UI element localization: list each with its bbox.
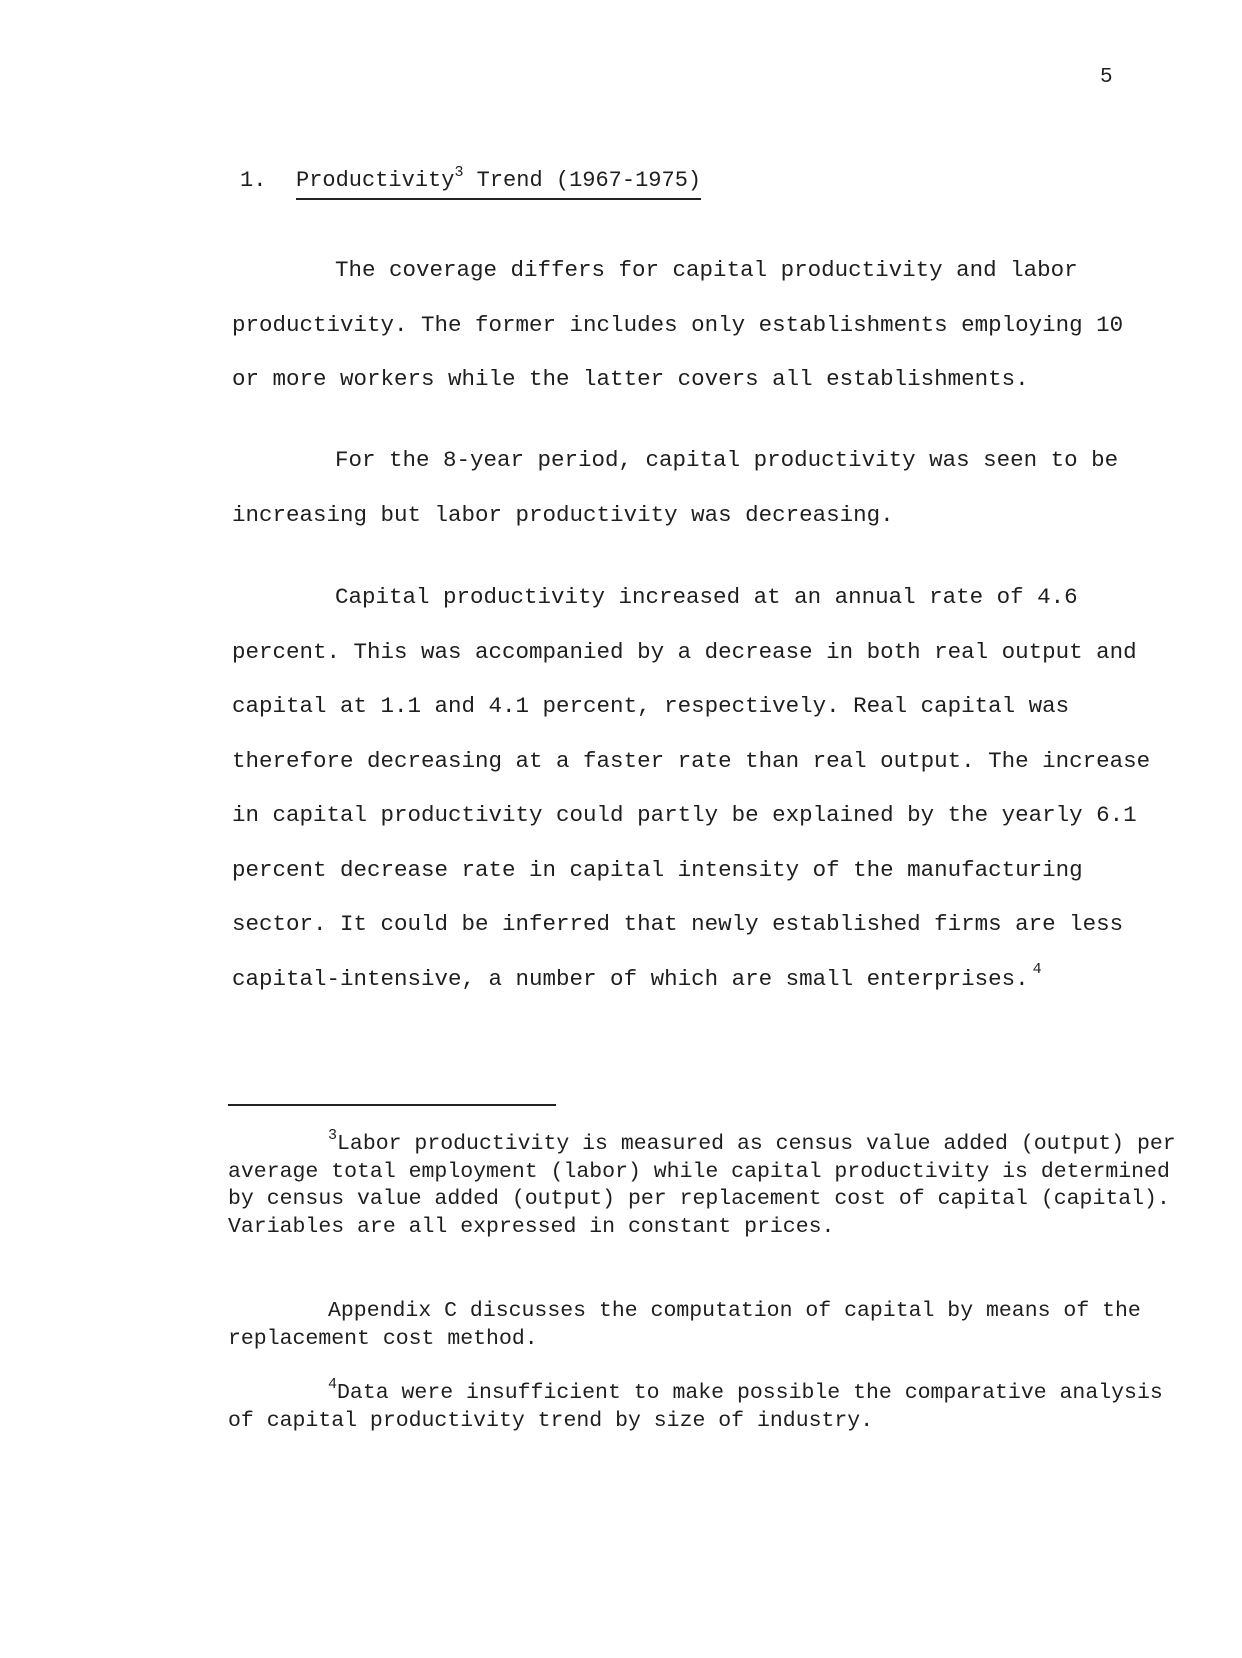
section-title-part1: Productivity [296,168,455,193]
footnote-divider [228,1104,556,1106]
footnote-3-marker: 3 [328,1127,338,1144]
footnote-3-appendix [228,1298,1188,1353]
paragraph-capital-productivity-text: Capital productivity increased at an annual rate of 4.6 percent. This was accompanied by a decrease in both real output and capital at 1.1 and 4.1 percent, respectively. Real capital was therefore decreasing at a faster rate than real output. The increase in capital productivity could partly be explained by the yearly 6.1 percent decrease rate in capital intensity of the manufacturing sector. It could be inferred that newly established firms are less capital-intensive, a number of which are small enterprises. [232,584,1151,992]
paragraph-period [232,433,1152,542]
footnote-4-text: Data were insufficient to make possible the comparative analysis of capital productivity trend by size of industry. [228,1381,1163,1433]
paragraph-capital-productivity [232,570,1152,1006]
footnote-ref-4: 4 [1032,960,1042,978]
paragraph-period-text: For the 8-year period, capital productivity was seen to be increasing but labor productivity was decreasing. [232,447,1119,528]
footnote-4 [228,1376,1188,1435]
section-title-part2: Trend (1967-1975) [476,168,702,193]
page-number: 5 [1100,66,1113,89]
section-heading [240,164,702,200]
footnote-3-appendix-text: Appendix C discusses the computation of capital by means of the replacement cost method. [228,1299,1141,1351]
section-number: 1. [240,168,267,193]
section-title [296,164,702,200]
paragraph-coverage-text: The coverage differs for capital productivity and labor productivity. The former includes only establishments employing 10 or more workers while the latter covers all establishments. [232,257,1124,392]
footnote-ref-3: 3 [454,164,464,181]
footnote-4-marker: 4 [328,1376,338,1393]
paragraph-coverage [232,243,1152,407]
footnote-3-text: Labor productivity is measured as census value added (output) per average total employment (labor) while capital productivity is determined by census value added (output) per replacement cost of capital (capital). Variables are all expressed in constant prices. [228,1132,1176,1239]
footnote-3 [228,1127,1188,1241]
